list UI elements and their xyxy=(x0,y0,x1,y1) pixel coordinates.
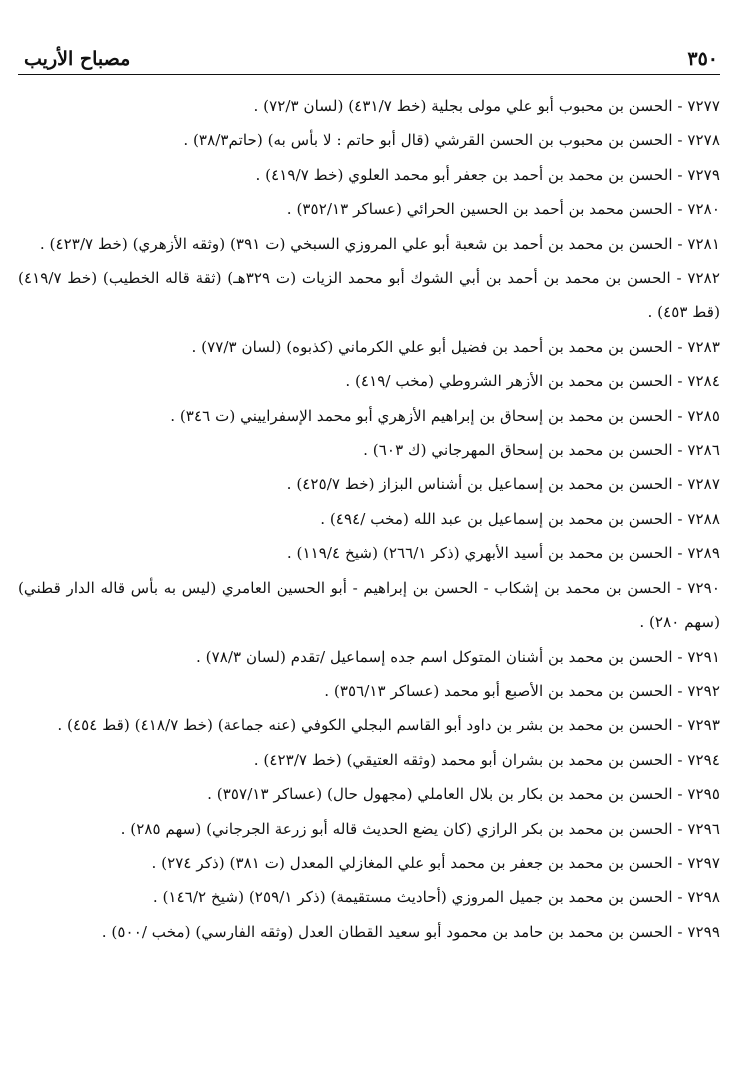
entry-7296: ٧٢٩٦ - الحسن بن محمد بن بكر الرازي (كان يضع الحديث قاله أبو زرعة الجرجاني) (سهم ٢٨٥) . xyxy=(120,819,720,838)
entry-7283: ٧٢٨٣ - الحسن بن محمد بن أحمد بن فضيل أبو علي الكرماني (كذبوه) (لسان ٧٧/٣) . xyxy=(191,337,720,356)
entry-7281: ٧٢٨١ - الحسن بن محمد بن أحمد بن شعبة أبو علي المروزي السبخي (ت ٣٩١) (وثقه الأزهري) (خط ٤٢٣/٧) . xyxy=(39,234,720,253)
entry-7295: ٧٢٩٥ - الحسن بن محمد بن بكار بن بلال العاملي (مجهول حال) (عساكر ٣٥٧/١٣) . xyxy=(207,785,720,804)
entry-7285: ٧٢٨٥ - الحسن بن محمد بن إسحاق بن إبراهيم الأزهري أبو محمد الإسفراييني (ت ٣٤٦) . xyxy=(170,406,720,425)
entry-7289: ٧٢٨٩ - الحسن بن محمد بن أسيد الأبهري (ذكر ٢٦٦/١) (شيخ ١١٩/٤) . xyxy=(286,544,720,563)
entry-7282: ٧٢٨٢ - الحسن بن محمد بن أحمد بن أبي الشوك أبو محمد الزيات (ت ٣٢٩هـ) (ثقة قاله الخطيب) (خط ٤١٩/٧) (قط ٤٥٣) . xyxy=(18,269,720,322)
entry-7294: ٧٢٩٤ - الحسن بن محمد بن بشران أبو محمد (وثقه العتيقي) (خط ٤٢٣/٧) . xyxy=(253,750,720,769)
entry-7291: ٧٢٩١ - الحسن بن محمد بن أشنان المتوكل اسم جده إسماعيل /تقدم (لسان ٧٨/٣) . xyxy=(196,647,720,666)
entry-7290: ٧٢٩٠ - الحسن بن محمد بن إشكاب - الحسن بن إبراهيم - أبو الحسين العامري (ليس به بأس قاله الدار قطني) (سهم ٢٨٠) . xyxy=(18,578,720,632)
entry-7280: ٧٢٨٠ - الحسن محمد بن أحمد بن الحسين الحرائي (عساكر ٣٥٢/١٣) . xyxy=(286,200,720,219)
entry-7299: ٧٢٩٩ - الحسن بن محمد بن حامد بن محمود أبو سعيد القطان العدل (وثقه الفارسي) (مخب /٥٠٠) . xyxy=(101,922,720,941)
running-header xyxy=(18,36,720,75)
entry-7284: ٧٢٨٤ - الحسن بن محمد بن الأزهر الشروطي (مخب /٤١٩) . xyxy=(345,372,720,391)
book-title: مصباح الأريب xyxy=(24,48,131,70)
entry-7286: ٧٢٨٦ - الحسن بن محمد بن إسحاق المهرجاني (ك ٦٠٣) . xyxy=(363,441,720,460)
entry-7278: ٧٢٧٨ - الحسن بن محبوب بن الحسن القرشي (قال أبو حاتم : لا بأس به) (حاتم٣٨/٣) . xyxy=(183,131,720,150)
entry-7288: ٧٢٨٨ - الحسن بن محمد بن إسماعيل بن عبد الله (مخب /٤٩٤) . xyxy=(320,509,720,528)
entry-7292: ٧٢٩٢ - الحسن بن محمد بن الأصبع أبو محمد (عساكر ٣٥٦/١٣) . xyxy=(324,681,720,700)
entry-7277: ٧٢٧٧ - الحسن بن محبوب أبو علي مولى بجلية (خط ٤٣١/٧) (لسان ٧٢/٣) . xyxy=(253,97,720,115)
entry-7279: ٧٢٧٩ - الحسن بن محمد بن أحمد بن جعفر أبو محمد العلوي (خط ٤١٩/٧) . xyxy=(255,165,720,184)
entry-7297: ٧٢٩٧ - الحسن بن محمد بن جعفر بن محمد أبو علي المغازلي المعدل (ت ٣٨١) (ذكر ٢٧٤) . xyxy=(151,853,720,872)
page-number: ٣٥٠ xyxy=(687,48,718,70)
entry-list xyxy=(18,89,720,949)
entry-7287: ٧٢٨٧ - الحسن بن محمد بن إسماعيل بن أشناس البزاز (خط ٤٢٥/٧) . xyxy=(286,475,720,494)
entry-7293: ٧٢٩٣ - الحسن بن محمد بن بشر بن داود أبو القاسم البجلي الكوفي (عنه جماعة) (خط ٤١٨/٧) (قط ٤٥٤) . xyxy=(57,716,720,735)
entry-7298: ٧٢٩٨ - الحسن بن محمد بن جميل المروزي (أحاديث مستقيمة) (ذكر ٢٥٩/١) (شيخ ١٤٦/٢) . xyxy=(152,888,720,907)
